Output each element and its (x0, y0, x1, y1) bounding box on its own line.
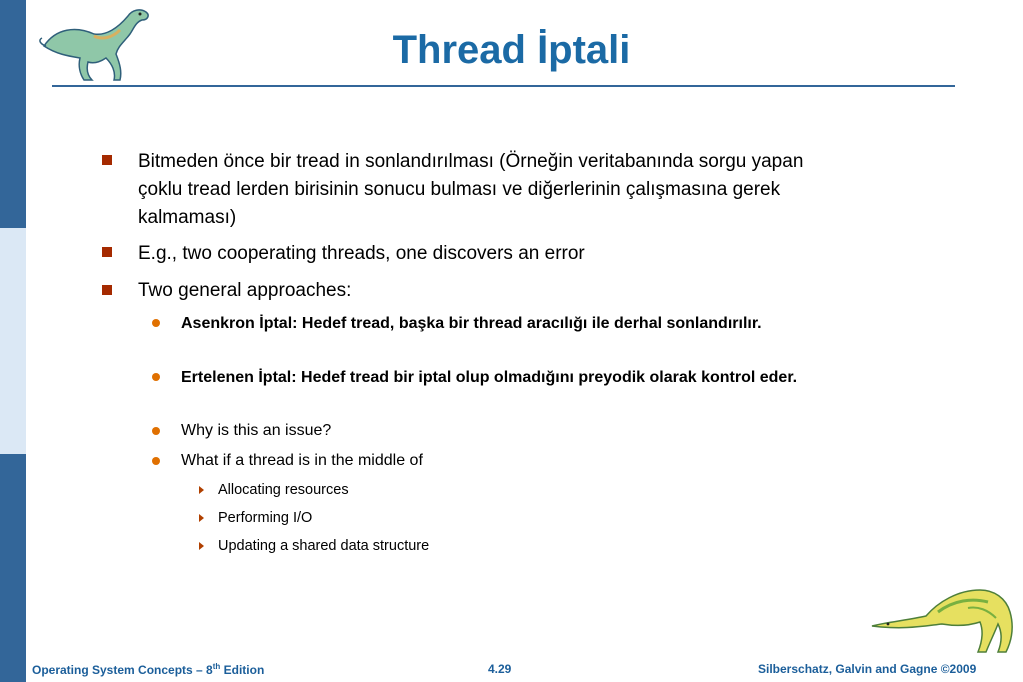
bullet-triangle-icon (199, 486, 204, 494)
bullet-text-3: Two general approaches: (138, 280, 352, 301)
sub-bullet-text-3: Why is this an issue? (181, 422, 332, 439)
sub-bullet-text-1: Asenkron İptal: Hedef tread, başka bir thread aracılığı ile derhal sonlandırılır. (181, 315, 762, 332)
footer-authors: Silberschatz, Galvin and Gagne ©2009 (758, 662, 977, 676)
bullet-square-icon (102, 285, 112, 295)
bullet-square-icon (102, 155, 112, 165)
bullet-circle-icon (152, 319, 160, 327)
bullet-text-1: Bitmeden önce bir tread in sonlandırılması (Örneğin veritabanında sorgu yapan çoklu tread lerden birisinin sonucu bulması ve diğerlerinin çalışmasına gerek kalmaması) (138, 151, 804, 228)
sub-bullet-text-4: What if a thread is in the middle of (181, 452, 423, 469)
sidebar-segment-middle (0, 228, 26, 454)
bullet-triangle-icon (199, 542, 204, 550)
title-divider (52, 85, 955, 87)
bullet-circle-icon (152, 457, 160, 465)
slide-title: Thread İptali (392, 28, 631, 72)
dinosaur-logo-bottom-icon (868, 582, 1018, 660)
bullet-circle-icon (152, 373, 160, 381)
bullet-square-icon (102, 247, 112, 257)
left-sidebar-bar (0, 0, 26, 682)
bullet-circle-icon (152, 427, 160, 435)
sub-sub-bullet-text-3: Updating a shared data structure (218, 538, 430, 554)
bullet-triangle-icon (199, 514, 204, 522)
sub-sub-bullet-text-2: Performing I/O (218, 510, 313, 526)
sub-bullet-text-2: Ertelenen İptal: Hedef tread bir iptal olup olmadığını preyodik olarak kontrol eder. (181, 369, 798, 386)
bullet-text-2: E.g., two cooperating threads, one discovers an error (138, 243, 585, 264)
footer-book-title: Operating System Concepts – 8th Edition (32, 662, 265, 677)
sidebar-segment-bottom (0, 454, 26, 682)
sub-sub-bullet-text-1: Allocating resources (218, 482, 349, 498)
footer-page-number: 4.29 (488, 662, 512, 676)
